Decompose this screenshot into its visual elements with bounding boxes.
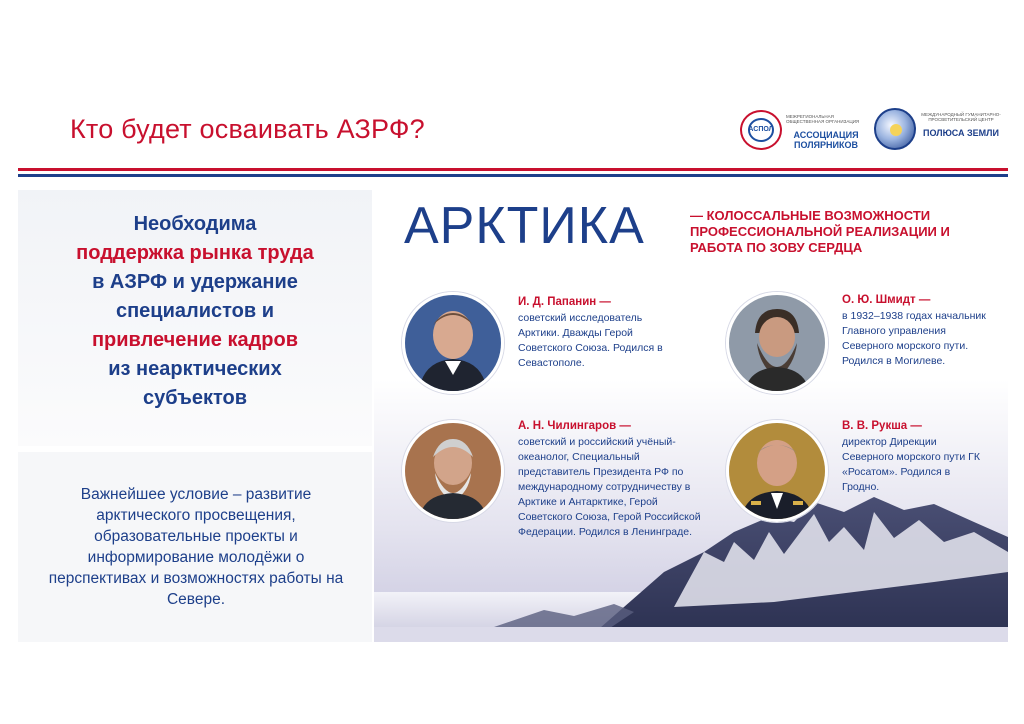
statement-line-7: субъектов bbox=[142, 387, 248, 409]
statement-line-6: из неарктических bbox=[108, 358, 282, 380]
earth-poles-center-logo bbox=[874, 106, 1001, 156]
chilingarov-name: А. Н. Чилингаров — bbox=[518, 420, 631, 432]
globe-icon bbox=[874, 108, 916, 150]
statement-line-2: поддержка рынка труда bbox=[76, 242, 314, 264]
ruksha-name: В. В. Рукша — bbox=[842, 420, 922, 432]
page-title: Кто будет осваивать АЗРФ? bbox=[70, 114, 425, 144]
chilingarov-description: советский и российский учёный-океанолог, Специальный представитель Президента РФ по международному сотрудничеству в Арктике и Антарктике, Герой Советского Союза, Герой Российской Федерации. Родился в Ленинграде. bbox=[518, 436, 701, 538]
schmidt-description: в 1932–1938 годах начальник Главного управления Северного морского пути. Родился в Могилеве. bbox=[842, 310, 986, 367]
papanin-portrait bbox=[402, 292, 504, 394]
papanin-name: И. Д. Папанин — bbox=[518, 296, 611, 308]
apol-name: АССОЦИАЦИЯ ПОЛЯРНИКОВ bbox=[793, 130, 859, 150]
papanin-description: советский исследователь Арктики. Дважды Герой Советского Союза. Родился в Севастополе. bbox=[518, 312, 663, 369]
arctic-landscape-panel bbox=[374, 190, 1008, 642]
schmidt-name: О. Ю. Шмидт — bbox=[842, 294, 931, 306]
polus-org-type: МЕЖДУНАРОДНЫЙ ГУМАНИТАРНО-ПРОСВЕТИТЕЛЬСКИЙ ЦЕНТР bbox=[921, 112, 1001, 122]
header-divider-red bbox=[18, 168, 1008, 171]
condition-text: Важнейшее условие – развитие арктического просвещения, образовательные проекты и информирование молодёжи о перспективах и возможностях работы на Севере. bbox=[48, 486, 344, 608]
statement-line-1: Необходима bbox=[133, 213, 257, 235]
header-divider-blue bbox=[18, 174, 1008, 177]
association-of-polar-explorers-logo bbox=[740, 108, 860, 154]
apol-abbr: АСПОЛ bbox=[748, 126, 774, 133]
ruksha-description: директор Дирекции Северного морского пути ГК «Росатом». Родился в Гродно. bbox=[842, 436, 980, 493]
arctic-title: АРКТИКА bbox=[404, 197, 645, 255]
statement-line-4: специалистов и bbox=[115, 300, 275, 322]
chilingarov-portrait bbox=[402, 420, 504, 522]
main-statement bbox=[40, 210, 350, 413]
ruksha-portrait bbox=[726, 420, 828, 522]
statement-line-5: привлечение кадров bbox=[91, 329, 299, 351]
schmidt-portrait bbox=[726, 292, 828, 394]
statement-line-3: в АЗРФ и удержание bbox=[92, 271, 298, 293]
apol-org-type: МЕЖРЕГИОНАЛЬНАЯ ОБЩЕСТВЕННАЯ ОРГАНИЗАЦИЯ bbox=[786, 114, 860, 124]
apol-emblem-icon bbox=[740, 110, 782, 150]
arctic-slogan: — КОЛОССАЛЬНЫЕ ВОЗМОЖНОСТИ ПРОФЕССИОНАЛЬНОЙ РЕАЛИЗАЦИИ И РАБОТА ПО ЗОВУ СЕРДЦА bbox=[690, 208, 950, 255]
polus-name: ПОЛЮСА ЗЕМЛИ bbox=[923, 128, 999, 138]
